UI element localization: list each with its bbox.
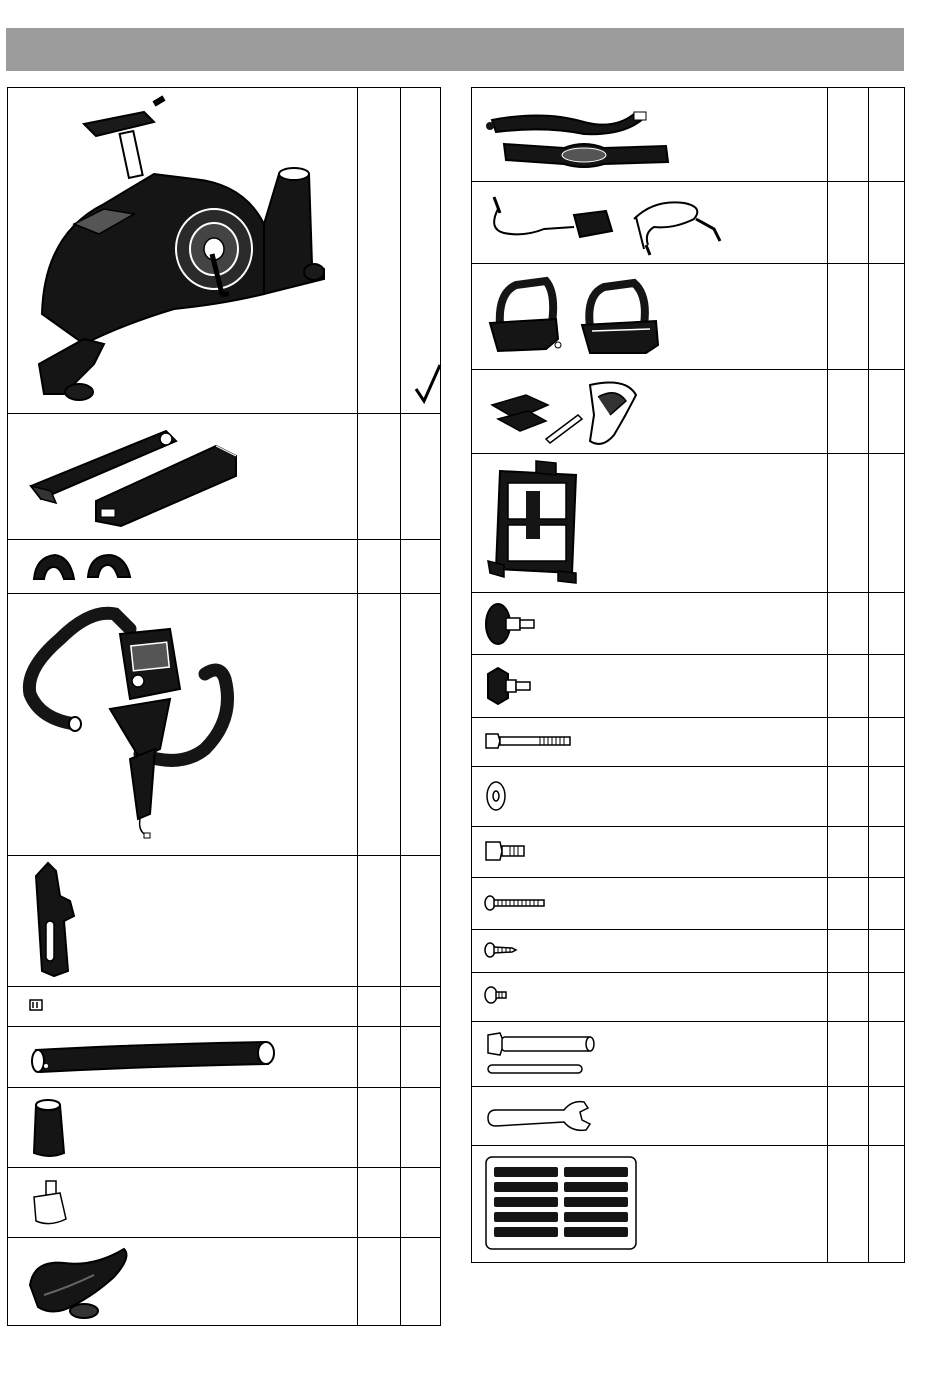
small-screw-icon <box>484 942 518 958</box>
parts-row <box>472 592 904 655</box>
power-adapter-icon <box>484 189 734 259</box>
washer-icon <box>484 780 508 812</box>
parts-row <box>472 877 904 930</box>
small-connector-icon <box>28 998 46 1012</box>
long-screw-icon <box>484 895 550 911</box>
adjustment-knob-icon <box>28 1179 72 1229</box>
chest-strap-icon <box>484 100 674 170</box>
parts-row <box>472 453 904 593</box>
parts-row <box>8 1087 440 1168</box>
console-bracket-icon <box>26 861 86 981</box>
parts-row <box>472 1086 904 1146</box>
parts-table-right <box>471 87 905 1263</box>
pedals-icon <box>486 273 666 363</box>
check-mark-icon <box>414 363 442 403</box>
allen-key-tool-icon <box>484 1029 604 1079</box>
parts-row <box>472 1021 904 1087</box>
parts-row <box>8 413 440 540</box>
wrench-icon <box>484 1096 604 1136</box>
parts-row <box>8 1026 440 1088</box>
parts-row <box>472 654 904 718</box>
knob-bolt-icon <box>484 602 544 646</box>
parts-row <box>8 1237 440 1325</box>
parts-row <box>472 1145 904 1262</box>
parts-row <box>8 855 440 987</box>
short-bolt-icon <box>484 840 528 862</box>
long-bolt-icon <box>484 731 574 751</box>
parts-table-left <box>7 87 441 1326</box>
parts-row <box>472 88 904 182</box>
stabilizer-feet-icon <box>26 421 246 531</box>
seat-post-cap-icon <box>30 1095 66 1159</box>
seat-post-tube-icon <box>26 1032 286 1082</box>
parts-row <box>472 929 904 973</box>
knob-bolt-short-icon <box>484 666 544 706</box>
header-bar <box>6 28 904 71</box>
frame-icon <box>24 94 334 404</box>
tiny-screw-icon <box>484 986 510 1004</box>
parts-row <box>472 263 904 370</box>
parts-row <box>472 181 904 264</box>
end-caps-icon <box>30 549 140 585</box>
parts-row <box>8 88 440 414</box>
sticker-sheet-icon <box>484 1155 638 1251</box>
parts-row <box>472 972 904 1022</box>
saddle-icon <box>24 1245 134 1325</box>
parts-row <box>472 826 904 878</box>
parts-row <box>472 717 904 767</box>
parts-row <box>8 1167 440 1238</box>
parts-row <box>8 593 440 856</box>
tablet-holder-icon <box>486 461 586 585</box>
parts-row <box>472 766 904 827</box>
handlebar-console-icon <box>20 599 240 849</box>
parts-row <box>8 986 440 1027</box>
parts-row <box>8 539 440 594</box>
parts-row <box>472 369 904 454</box>
bottle-holder-icon <box>486 375 656 449</box>
